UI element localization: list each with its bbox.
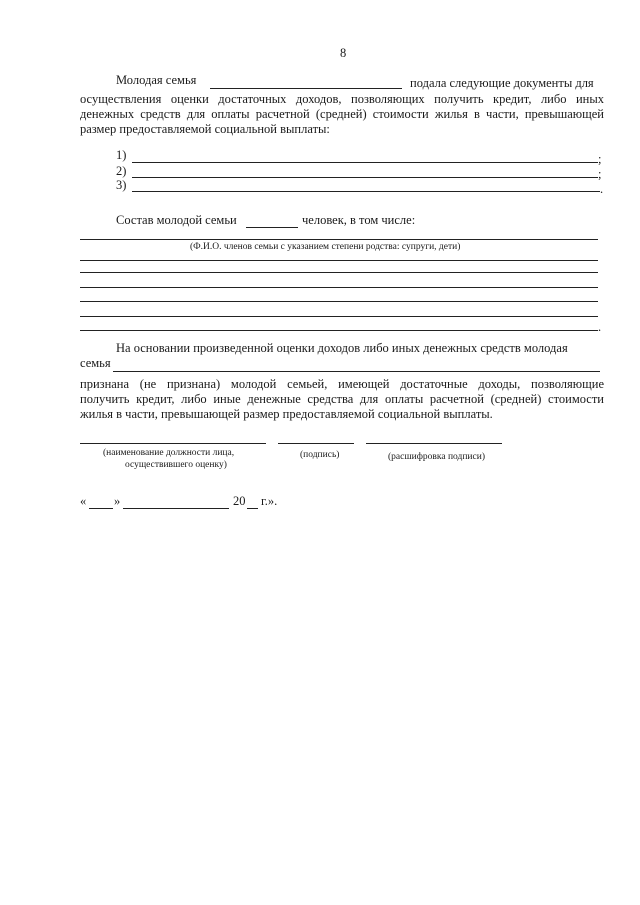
family-members-line-3	[80, 272, 598, 273]
date-year-suffix: г.».	[261, 494, 278, 508]
position-caption-line2: осуществившего оценку)	[125, 460, 227, 470]
doc-item-3-end: .	[600, 182, 604, 196]
doc-item-1-end: ;	[598, 152, 602, 166]
paragraph1-line3: денежных средств для оплаты расчетной (средней) стоимости жилья в части, превышающей	[80, 107, 604, 121]
signature-blank	[278, 443, 354, 444]
date-close-quote: »	[114, 494, 121, 508]
signature-caption: (подпись)	[300, 450, 340, 460]
family-count-blank	[246, 227, 298, 228]
family-label: Молодая семья	[116, 73, 197, 87]
paragraph1-line4: размер предоставляемой социальной выплаты:	[80, 122, 330, 136]
doc-item-3-blank	[132, 191, 600, 192]
family-composition-label: Состав молодой семьи	[116, 213, 237, 227]
page-number: 8	[340, 46, 347, 60]
family-members-caption: (Ф.И.О. членов семьи с указанием степени родства: супруги, дети)	[190, 242, 461, 252]
signature-decode-caption: (расшифровка подписи)	[388, 452, 485, 462]
date-month-blank	[123, 508, 229, 509]
family-members-line-4	[80, 287, 598, 288]
family-count-suffix: человек, в том числе:	[302, 213, 416, 227]
doc-item-2-number: 2)	[116, 164, 127, 178]
doc-item-2-blank	[132, 177, 598, 178]
date-year-blank	[247, 508, 258, 509]
doc-item-3-number: 3)	[116, 178, 127, 192]
paragraph2-family-label: семья	[80, 356, 111, 370]
documents-submitted-text: подала следующие документы для	[410, 76, 594, 90]
family-members-line-7	[80, 330, 598, 331]
family-members-line-2	[80, 260, 598, 261]
family-members-line-6	[80, 316, 598, 317]
position-caption-line1: (наименование должности лица,	[103, 448, 235, 458]
paragraph2-line1: На основании произведенной оценки доходов либо иных денежных средств молодая	[116, 341, 568, 355]
family-members-line-1	[80, 239, 598, 240]
date-open-quote: «	[80, 494, 87, 508]
signature-decode-blank	[366, 443, 502, 444]
paragraph2-line4: получить кредит, либо иные денежные средства для оплаты расчетной (средней) стоимости	[80, 392, 604, 406]
date-day-blank	[89, 508, 113, 509]
doc-item-1-number: 1)	[116, 148, 127, 162]
family-name-blank	[210, 88, 402, 89]
family-members-line-5	[80, 301, 598, 302]
paragraph2-line5: жилья в части, превышающей размер предоставляемой социальной выплаты.	[80, 407, 493, 421]
paragraph1-line2: осуществления оценки достаточных доходов, позволяющих получить кредит, либо иных	[80, 92, 604, 106]
family-members-end: .	[598, 320, 602, 334]
doc-item-2-end: ;	[598, 167, 602, 181]
paragraph2-family-blank	[113, 371, 600, 372]
position-blank	[80, 443, 266, 444]
date-year-prefix: 20	[233, 494, 246, 508]
doc-item-1-blank	[132, 162, 598, 163]
paragraph2-line3: признана (не признана) молодой семьей, имеющей достаточные доходы, позволяющие	[80, 377, 604, 391]
